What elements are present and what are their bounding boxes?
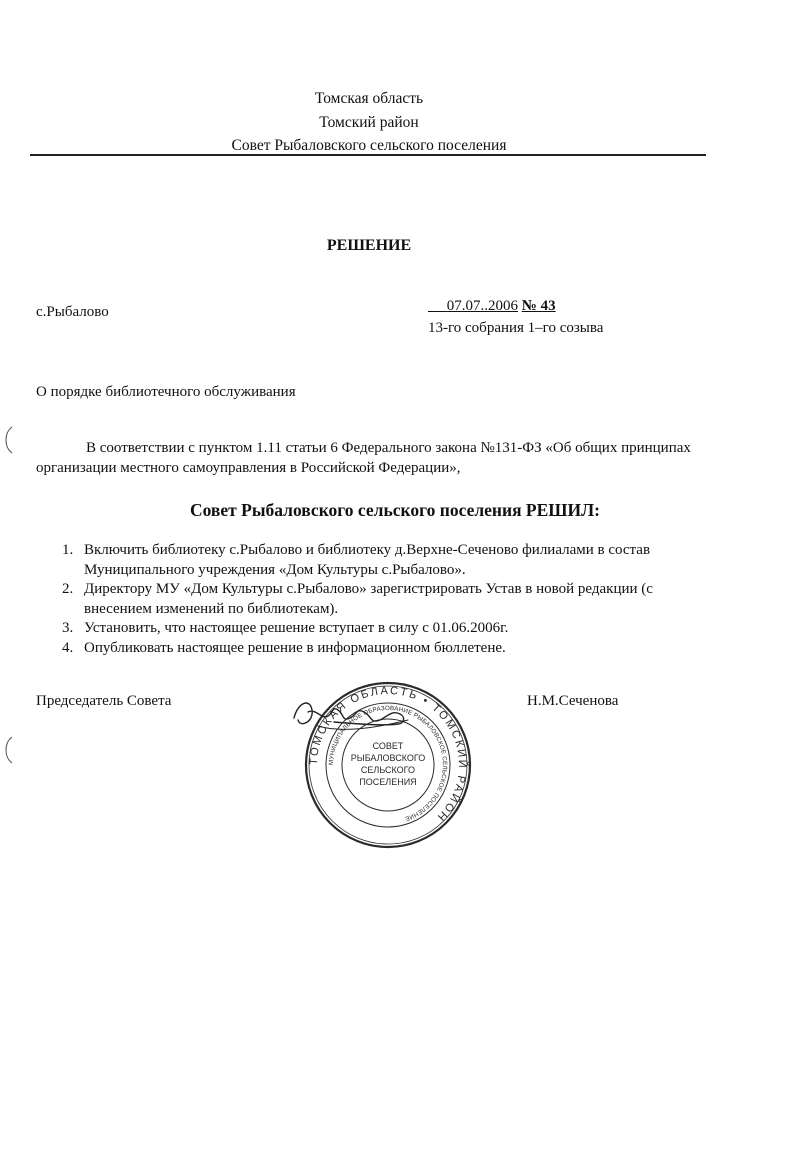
item-number: 2. bbox=[62, 581, 74, 597]
decision-items bbox=[36, 541, 716, 658]
header-divider bbox=[30, 154, 706, 156]
seal-outer-text: ТОМСКАЯ ОБЛАСТЬ • ТОМСКИЙ РАЙОН bbox=[307, 684, 469, 825]
list-item bbox=[36, 619, 716, 639]
header-council: Совет Рыбаловского сельского поселения bbox=[231, 137, 507, 154]
item-text: Опубликовать настоящее решение в информационном бюллетене. bbox=[84, 639, 506, 656]
item-number: 4. bbox=[62, 639, 74, 656]
seal-center-line: СЕЛЬСКОГО bbox=[360, 765, 416, 775]
handwritten-signature bbox=[288, 690, 428, 740]
seal-inner-text: МУНИЦИПАЛЬНОЕ ОБРАЗОВАНИЕ РЫБАЛОВСКОЕ СЕЛЬСКОЕ ПОСЕЛЕНИЕ bbox=[327, 704, 449, 823]
document-title: РЕШЕНИЕ bbox=[326, 237, 412, 254]
item-text: Установить, что настоящее решение вступает в силу с 01.06.2006г. bbox=[84, 620, 509, 636]
signer-name: Н.М.Сеченова bbox=[527, 693, 619, 709]
item-text: Включить библиотеку с.Рыбалово и библиотеку д.Верхне-Сеченово филиалами в состав Муниципального учреждения «Дом Культуры с.Рыбалово». bbox=[84, 542, 651, 578]
list-item bbox=[36, 541, 716, 580]
binding-hole-mark bbox=[0, 735, 14, 765]
decided-heading: Совет Рыбаловского сельского поселения РЕШИЛ: bbox=[189, 500, 600, 520]
header-region: Томская область bbox=[314, 90, 424, 107]
header-district: Томский район bbox=[319, 114, 419, 131]
item-text: Директору МУ «Дом Культуры с.Рыбалово» зарегистрировать Устав в новой редакции (с внесением изменений по библиотекам). bbox=[84, 581, 653, 617]
seal-center-line: РЫБАЛОВСКОГО bbox=[350, 753, 426, 763]
decision-date: 07.07..2006 bbox=[446, 298, 518, 314]
meeting-info: 13-го собрания 1–го созыва bbox=[428, 320, 604, 336]
item-number: 3. bbox=[62, 620, 74, 636]
list-item bbox=[36, 580, 716, 619]
preamble bbox=[36, 438, 726, 478]
chair-label: Председатель Совета bbox=[36, 693, 172, 709]
list-item bbox=[36, 639, 716, 659]
date-number-line bbox=[428, 298, 556, 315]
decision-number: № 43 bbox=[521, 298, 556, 314]
seal-center-line: ПОСЕЛЕНИЯ bbox=[359, 777, 417, 787]
item-number: 1. bbox=[62, 542, 74, 558]
seal-center-line: СОВЕТ bbox=[372, 741, 404, 751]
place: с.Рыбалово bbox=[36, 304, 109, 320]
binding-hole-mark bbox=[0, 425, 14, 455]
subject: О порядке библиотечного обслуживания bbox=[36, 384, 296, 400]
preamble-text: В соответствии с пунктом 1.11 статьи 6 Федерального закона №131-ФЗ «Об общих принципах организации местного самоуправления в Российской Федерации», bbox=[36, 440, 691, 476]
